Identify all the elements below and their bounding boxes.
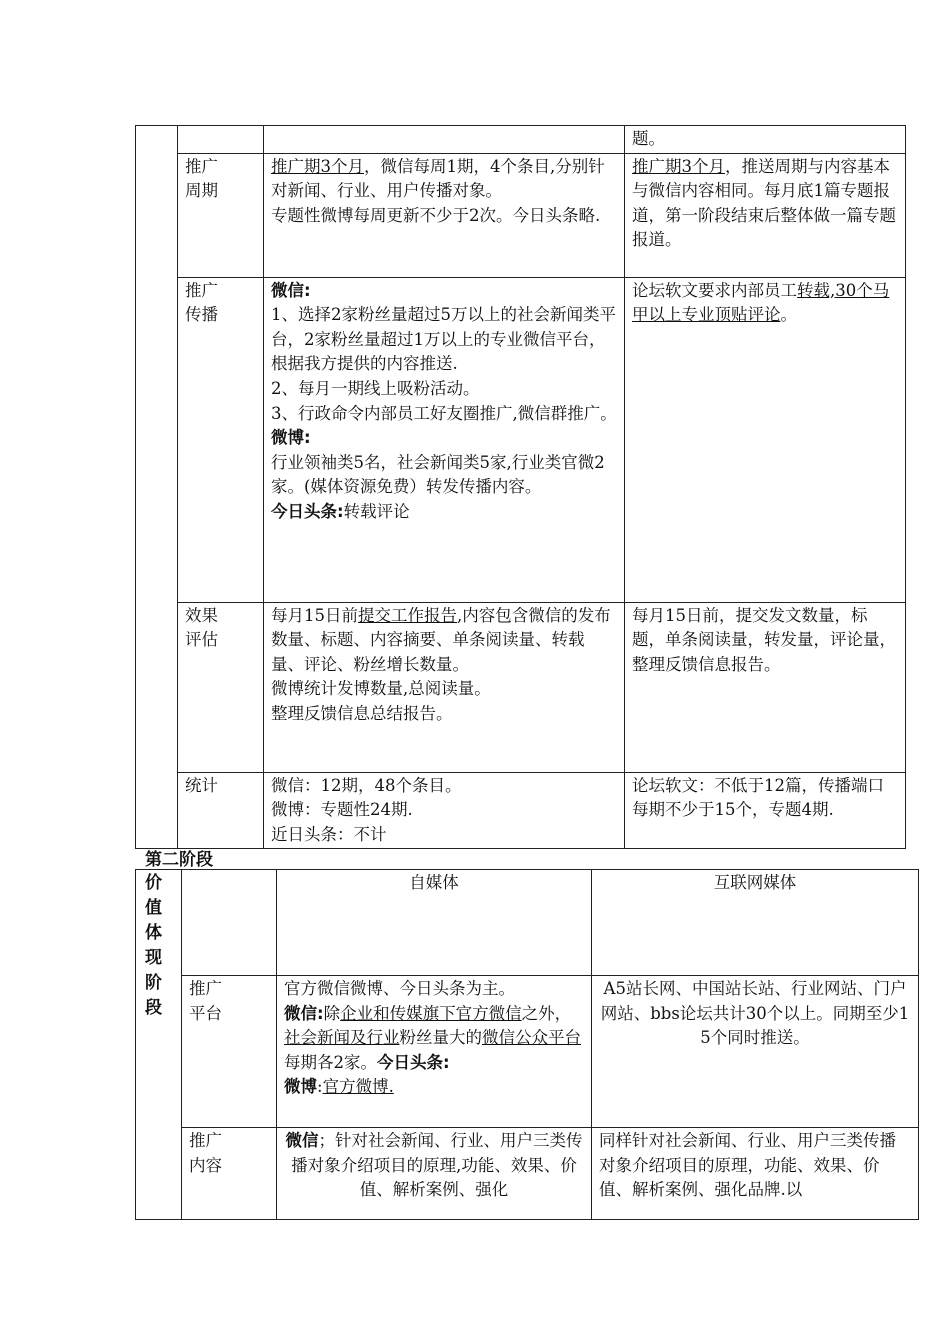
wechat-heading: 微信:: [271, 280, 311, 300]
label-cell: [178, 126, 264, 154]
row-label-period: 推广 周期: [178, 153, 264, 277]
content-internet-media-cell: 同样针对社会新闻、行业、用户三类传播对象介绍项目的原理，功能、效果、价值、解析案例、强化品牌.以: [592, 1128, 919, 1220]
header-empty-cell: [182, 870, 277, 976]
stage2-heading: 第二阶段: [145, 850, 213, 870]
wechat-heading: 微信:: [284, 1003, 324, 1023]
header-internet-media: 互联网媒体: [592, 870, 919, 976]
row-label-platform: 推广 平台: [182, 976, 277, 1128]
cell-paragraph: 专题性微博每周更新不少于2次。今日头条略.: [271, 205, 601, 225]
toutiao-heading: 今日头条:: [377, 1052, 450, 1072]
row-label-content: 推广 内容: [182, 1128, 277, 1220]
stage2-table: [135, 869, 919, 1220]
underlined-text: 转载,30个马甲以上专业顶贴评论: [632, 280, 890, 325]
wechat-heading: 微信: [285, 1131, 319, 1150]
stage-side-label: 价值体现阶段: [145, 873, 162, 1018]
weibo-heading: 微博:: [271, 428, 311, 448]
underlined-text: 推广期3个月: [632, 156, 725, 176]
cell-text: 题。: [632, 129, 665, 148]
weibo-heading: 微博: [284, 1077, 317, 1097]
table-row: [136, 126, 906, 154]
table-row-spread: [136, 277, 906, 602]
table-row-period: [136, 153, 906, 277]
table-row-content: [136, 1128, 919, 1220]
spread-internet-media-cell: 论坛软文要求内部员工转载,30个马甲以上专业顶贴评论。: [625, 277, 906, 602]
platform-internet-media-cell: A5站长网、中国站长站、行业网站、门户网站、bbs论坛共计30个以上。同期至少15个同时推送。: [592, 976, 919, 1128]
content-self-media-cell: 微信；针对社会新闻、行业、用户三类传播对象介绍项目的原理,功能、效果、价值、解析案例、强化: [277, 1128, 592, 1220]
stage-side-cell: [136, 870, 182, 1220]
stats-internet-media-cell: 论坛软文：不低于12篇，传播端口每期不少于15个，专题4期.: [625, 772, 906, 849]
row-label-stats: 统计: [178, 772, 264, 849]
eval-internet-media-cell: 每月15日前，提交发文数量，标题，单条阅读量，转发量，评论量，整理反馈信息报告。: [625, 602, 906, 772]
header-self-media: 自媒体: [277, 870, 592, 976]
row-label-evaluation: 效果 评估: [178, 602, 264, 772]
platform-self-media-cell: 官方微信微博、今日头条为主。 微信:除企业和传媒旗下官方微信之外，社会新闻及行业粉丝量大的微信公众平台每期各2家。今日头条: 微博:官方微博.: [277, 976, 592, 1128]
row-label-spread: 推广 传播: [178, 277, 264, 602]
content-cell: [264, 126, 625, 154]
table-row-platform: [136, 976, 919, 1128]
eval-self-media-cell: 每月15日前提交工作报告,内容包含微信的发布数量、标题、内容摘要、单条阅读量、转载量、评论、粉丝增长数量。 微博统计发博数量,总阅读量。 整理反馈信息总结报告。: [264, 602, 625, 772]
stage1-table: [135, 125, 906, 849]
table-header-row: [136, 870, 919, 976]
toutiao-heading: 今日头条:: [271, 501, 344, 521]
table-row-evaluation: [136, 602, 906, 772]
period-internet-media-cell: 推广期3个月，推送周期与内容基本与微信内容相同。每月底1篇专题报道，第一阶段结束后整体做一篇专题报道。: [625, 153, 906, 277]
period-self-media-cell: 推广期3个月，微信每周1期，4个条目,分别针对新闻、行业、用户传播对象。 专题性微博每周更新不少于2次。今日头条略.: [264, 153, 625, 277]
content-cell: [625, 126, 906, 154]
stage-side-cell: [136, 126, 178, 849]
spread-self-media-cell: 微信: 1、选择2家粉丝量超过5万以上的社会新闻类平台，2家粉丝量超过1万以上的专业微信平台，根据我方提供的内容推送. 2、每月一期线上吸粉活动。 3、行政命令内部员工好友圈推广,微信群推广。 微博: 行业领袖类5名，社会新闻类5家,行业类官微2家。(媒体资源免费）转发传播内容。 今日头条:转载评论: [264, 277, 625, 602]
table-row-stats: [136, 772, 906, 849]
underlined-text: 推广期3个月: [271, 156, 364, 176]
stats-self-media-cell: 微信：12期，48个条目。 微博：专题性24期. 近日头条：不计: [264, 772, 625, 849]
underlined-text: 提交工作报告: [358, 605, 457, 625]
